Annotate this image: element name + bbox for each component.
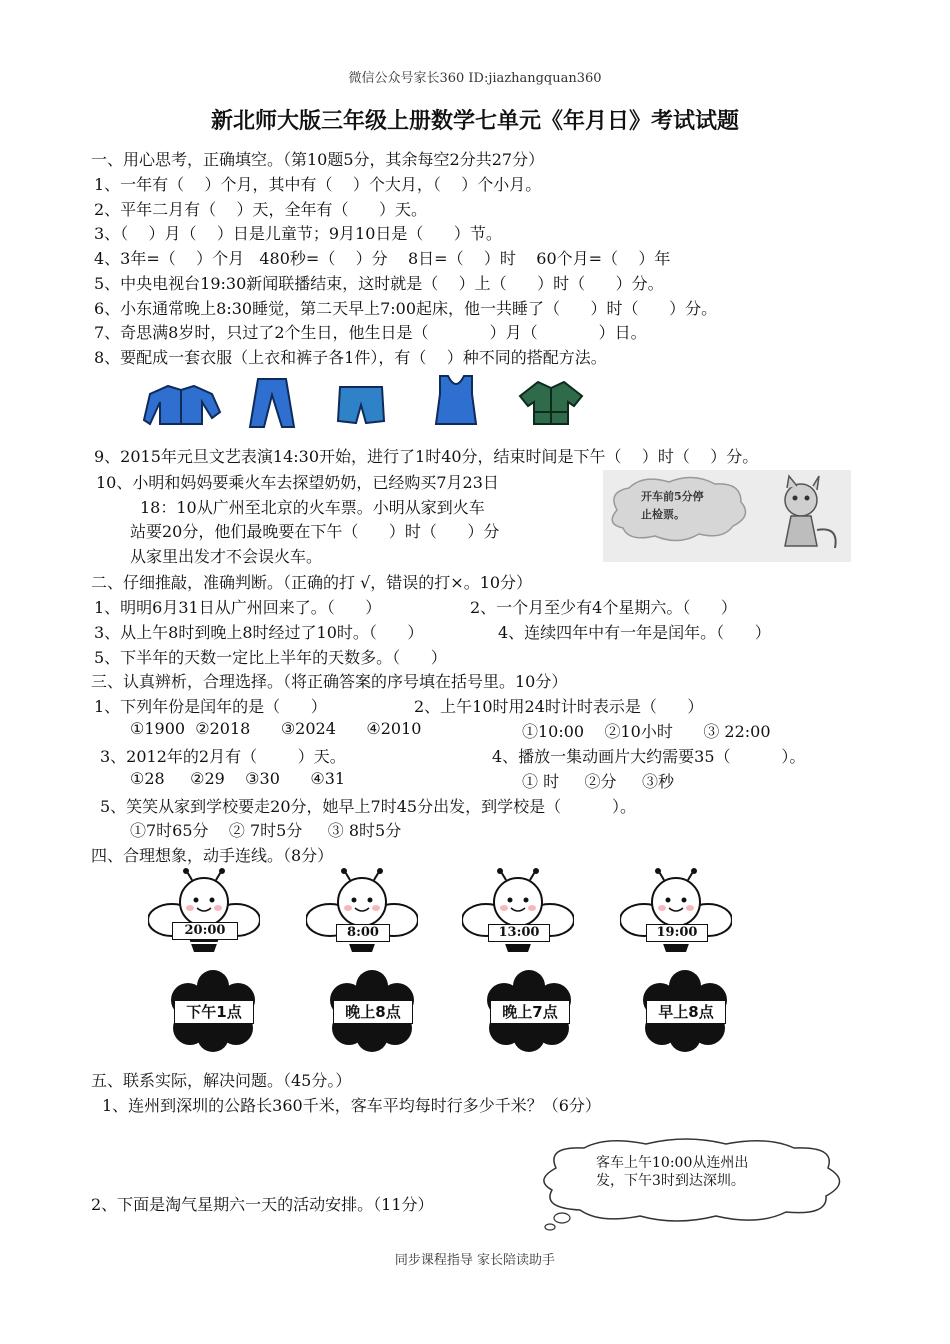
cloud-text-line2: 发，下午3时到达深圳。 xyxy=(596,1173,745,1189)
page-header: 微信公众号家长360 ID:jiazhangquan360 xyxy=(348,71,602,86)
flower-label: 晚上8点 xyxy=(333,1000,413,1024)
s5-q1: 1、连州到深圳的公路长360千米，客车平均每时行多少千米？（6分） xyxy=(102,1096,601,1115)
bee-time-label: 8:00 xyxy=(336,924,390,942)
s1-q7: 7、奇思满8岁时，只过了2个生日，他生日是（ ）月（ ）日。 xyxy=(94,323,647,342)
s2-q4: 4、连续四年中有一年是闰年。（ ） xyxy=(498,623,771,642)
s1-q6: 6、小东通常晚上8:30睡觉，第二天早上7:00起床，他一共睡了（ ）时（ ）分。 xyxy=(94,299,718,318)
s5-q2: 2、下面是淘气星期六一天的活动安排。（11分） xyxy=(91,1195,434,1214)
s2-q3: 3、从上午8时到晚上8时经过了10时。（ ） xyxy=(94,623,424,642)
train-check-bubble: 开车前5分停 止检票。 xyxy=(641,490,704,521)
section4-heading: 四、合理想象，动手连线。（8分） xyxy=(91,846,334,865)
train-check-cartoon xyxy=(603,470,851,562)
s1-q10-line2: 18：10从广州至北京的火车票。小明从家到火车 xyxy=(140,498,485,517)
section1-heading: 一、用心思考，正确填空。（第10题5分，其余每空2分共27分） xyxy=(91,150,545,169)
section2-heading: 二、仔细推敲，准确判断。（正确的打 √，错误的打×。10分） xyxy=(91,573,533,592)
s3-q2-options: ①10:00 ②10小时 ③ 22:00 xyxy=(522,722,771,741)
bee-time-label: 13:00 xyxy=(488,924,550,942)
bee-card[interactable] xyxy=(462,868,574,956)
s1-q1: 1、一年有（ ）个月，其中有（ ）个大月，（ ）个小月。 xyxy=(94,175,542,194)
section3-heading: 三、认真辨析，合理选择。（将正确答案的序号填在括号里。10分） xyxy=(91,672,568,691)
page-title: 新北师大版三年级上册数学七单元《年月日》考试试题 xyxy=(210,108,739,134)
trousers-icon xyxy=(244,375,300,431)
jacket-icon xyxy=(138,380,224,428)
bee-time-label: 19:00 xyxy=(646,924,708,942)
s1-q10-line3: 站要20分，他们最晚要在下午（ ）时（ ）分 xyxy=(130,522,500,541)
s1-q5: 5、中央电视台19:30新闻联播结束，这时就是（ ）上（ ）时（ ）分。 xyxy=(94,274,664,293)
uniform-jacket-icon xyxy=(516,376,586,428)
s3-q3-options: ①28 ②29 ③30 ④31 xyxy=(130,769,346,788)
s2-q1: 1、明明6月31日从广州回来了。（ ） xyxy=(94,598,382,617)
s3-q2: 2、上午10时用24时计时表示是（ ） xyxy=(414,697,704,716)
cloud-text-line1: 客车上午10:00从连州出 xyxy=(596,1155,749,1171)
flower-card[interactable] xyxy=(640,970,730,1052)
flower-label: 下午1点 xyxy=(174,1000,254,1024)
bee-icon xyxy=(148,868,260,956)
s1-q9: 9、2015年元旦文艺表演14:30开始，进行了1时40分，结束时间是下午（ ）时（ ）分。 xyxy=(94,447,759,466)
tank-top-icon xyxy=(434,374,478,428)
bee-card[interactable] xyxy=(148,868,260,956)
s3-q4-options: ① 时 ②分 ③秒 xyxy=(522,772,674,791)
flower-label: 晚上7点 xyxy=(490,1000,570,1024)
s3-q4: 4、播放一集动画片大约需要35（ ）。 xyxy=(492,747,806,766)
s1-q2: 2、平年二月有（ ）天，全年有（ ）天。 xyxy=(94,200,428,219)
flower-label: 早上8点 xyxy=(646,1000,726,1024)
bee-icon xyxy=(620,868,732,956)
s1-q3: 3、（ ）月（ ）日是儿童节；9月10日是（ ）节。 xyxy=(94,224,502,243)
s3-q5-options: ①7时65分 ② 7时5分 ③ 8时5分 xyxy=(130,821,402,840)
s1-q4: 4、3年=（ ）个月 480秒=（ ）分 8日=（ ）时 60个月=（ ）年 xyxy=(94,249,671,268)
bee-icon xyxy=(306,868,418,956)
flower-card[interactable] xyxy=(484,970,574,1052)
s2-q5: 5、下半年的天数一定比上半年的天数多。（ ） xyxy=(94,648,447,667)
flower-card[interactable] xyxy=(168,970,258,1052)
s3-q1: 1、下列年份是闰年的是（ ） xyxy=(94,697,327,716)
s3-q5: 5、笑笑从家到学校要走20分，她早上7时45分出发，到学校是（ ）。 xyxy=(100,797,636,816)
s3-q3: 3、2012年的2月有（ ）天。 xyxy=(100,747,346,766)
bee-card[interactable] xyxy=(620,868,732,956)
s3-q1-options: ①1900 ②2018 ③2024 ④2010 xyxy=(130,719,422,738)
s1-q8: 8、要配成一套衣服（上衣和裤子各1件），有（ ）种不同的搭配方法。 xyxy=(94,348,607,367)
bee-icon xyxy=(462,868,574,956)
shorts-icon xyxy=(336,383,386,427)
s2-q2: 2、一个月至少有4个星期六。（ ） xyxy=(470,598,737,617)
section5-heading: 五、联系实际，解决问题。（45分。） xyxy=(91,1071,352,1090)
s1-q10-line4: 从家里出发才不会误火车。 xyxy=(130,547,323,566)
page-footer: 同步课程指导 家长陪读助手 xyxy=(394,1253,556,1268)
bee-card[interactable] xyxy=(306,868,418,956)
flower-card[interactable] xyxy=(327,970,417,1052)
s1-q10-line1: 10、小明和妈妈要乘火车去探望奶奶，已经购买7月23日 xyxy=(96,473,499,492)
bee-time-label: 20:00 xyxy=(172,922,238,940)
